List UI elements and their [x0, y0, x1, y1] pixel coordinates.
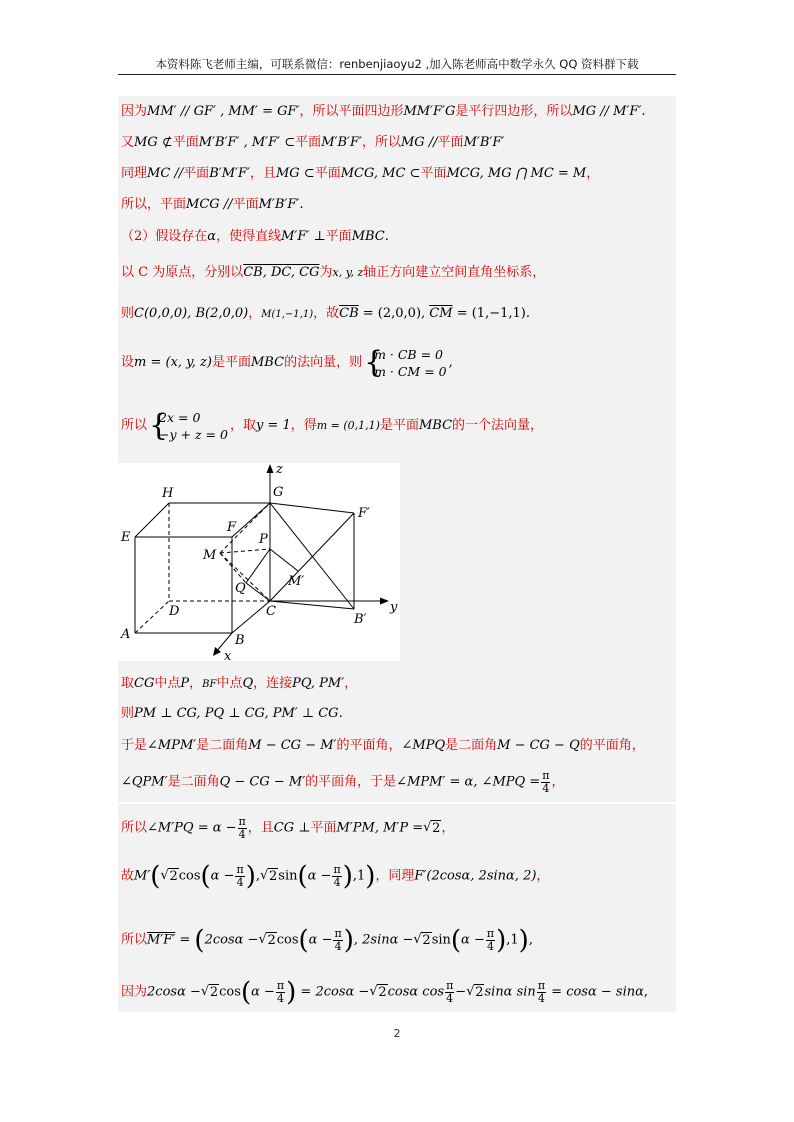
- text: ，取: [229, 418, 256, 433]
- math: x, y, z: [332, 266, 364, 279]
- diagonal-GBp: [270, 503, 354, 609]
- math: −: [455, 984, 467, 1000]
- paren: (: [450, 925, 462, 956]
- label-G: G: [273, 485, 284, 500]
- math: MC //: [147, 166, 184, 181]
- fraction-pi-over-4: [486, 928, 495, 953]
- sqrt-2: [258, 933, 276, 949]
- text: ，: [189, 676, 203, 691]
- geometry-figure: [118, 463, 400, 661]
- line-Mp-coordinates: 故M′( √ 2cos(α − $\frac{\pi}{4}$ ), √ 2sin(α − $\frac{\pi}{4}$ ),1)，同理F′(2cosα, 2sinα, 2)，: [121, 864, 549, 889]
- text: ，故: [313, 306, 340, 321]
- text: 同理: [121, 166, 148, 181]
- line-normal-vector-setup: [121, 346, 453, 380]
- math: PQ, PM′: [292, 676, 345, 691]
- fraction-denominator: 4: [486, 940, 494, 953]
- label-D: D: [169, 604, 180, 619]
- text: ，得: [290, 418, 317, 433]
- text: 轴正方向建立空间直角坐标系，: [363, 265, 546, 280]
- segment-PQ: [246, 549, 270, 583]
- label-F: F: [227, 520, 237, 535]
- equation-row: −y + z = 0: [159, 427, 228, 442]
- paren: (: [150, 861, 161, 892]
- math: α −: [461, 932, 485, 948]
- equation-system: { 2x = 0 −y + z = 0: [149, 408, 228, 443]
- math: ,: [528, 932, 533, 948]
- math: 2cosα −: [204, 932, 259, 948]
- line-part2-assumption: [121, 229, 389, 245]
- text: 是二面角: [196, 738, 249, 753]
- sqrt-radicand: 2: [432, 820, 441, 836]
- math: CG: [134, 676, 155, 691]
- fraction-numerator: π: [333, 863, 341, 876]
- text: 的法向量，则: [284, 355, 363, 370]
- text: 中点: [216, 676, 243, 691]
- math: $\overline{CB}$: [339, 306, 359, 321]
- fraction-pi-over-4: [445, 980, 454, 1005]
- math: y = 1: [255, 418, 291, 433]
- sqrt-radicand: 2: [422, 932, 431, 948]
- math: .: [338, 706, 343, 721]
- math: .: [384, 229, 389, 244]
- text: ，: [551, 774, 565, 790]
- sqrt-radicand: 2: [378, 984, 387, 1000]
- line-parallelogram: [121, 104, 646, 120]
- math: CG ⊥: [273, 820, 311, 836]
- text: ，所以平面四边形: [299, 104, 404, 119]
- line-MpFp-vector: [121, 925, 533, 956]
- text: 平面: [183, 166, 210, 181]
- math: MBC: [251, 355, 285, 370]
- line-coordinate-system: [121, 265, 545, 281]
- math: m = (x, y, z): [134, 355, 212, 370]
- sqrt-radicand: 2: [169, 868, 178, 884]
- math: PM ⊥ CG, PQ ⊥ CG, PM′ ⊥ CG: [134, 706, 339, 721]
- z-arrow: [267, 464, 274, 473]
- paren: (: [298, 925, 309, 956]
- math: M − CG − Q: [497, 738, 580, 753]
- sqrt-2: [201, 985, 219, 1001]
- label-x: x: [224, 649, 232, 661]
- cube-rotation-diagram: [118, 463, 400, 661]
- paren: ): [245, 861, 256, 892]
- math: ,1: [352, 868, 366, 884]
- math: α −: [308, 932, 333, 948]
- math: M − CG − M′: [248, 738, 337, 753]
- label-P: P: [259, 532, 268, 547]
- text: 是平面: [211, 355, 251, 370]
- line-angle-MpPQ: [121, 816, 454, 841]
- sqrt-2: [369, 985, 387, 1001]
- text: 于是: [121, 738, 148, 753]
- text: 的一个法向量，: [452, 418, 544, 433]
- page-number: 2: [393, 1027, 401, 1040]
- math: M′PM, M′P =: [336, 820, 424, 836]
- header-rule: [118, 74, 676, 75]
- paren: (: [297, 861, 308, 892]
- equation-row: m · CM = 0: [374, 364, 447, 379]
- y-arrow: [380, 598, 389, 605]
- paren: ): [286, 977, 297, 1008]
- math: MG //: [400, 135, 438, 150]
- fraction-denominator: 4: [446, 992, 454, 1005]
- label-z: z: [276, 463, 283, 477]
- text: 所以，平面: [121, 197, 187, 212]
- fraction-pi-over-4: [235, 864, 244, 889]
- math: MCG, MG ⋂ MC = M: [446, 166, 587, 181]
- line-planes-parallel: [121, 197, 303, 213]
- text: 是二面角: [445, 738, 498, 753]
- label-C: C: [266, 604, 276, 619]
- sqrt-radicand: 2: [209, 984, 219, 1000]
- label-Fp: F′: [358, 506, 370, 521]
- segment-PMp: [270, 549, 298, 571]
- segment-QC: [246, 583, 270, 601]
- fraction-pi-over-4: [276, 980, 285, 1005]
- edge-CBp: [270, 601, 354, 609]
- label-E: E: [121, 530, 131, 545]
- fraction-numerator: π: [537, 979, 546, 992]
- paren: ): [496, 925, 507, 956]
- edge-GFp: [270, 503, 354, 513]
- fraction-denominator: 4: [277, 992, 285, 1005]
- fraction-numerator: π: [238, 815, 246, 828]
- label-Q: Q: [235, 581, 246, 596]
- edge-AD: [135, 601, 169, 633]
- math: M′B′F′ , M′F′ ⊂: [198, 135, 296, 150]
- line-dihedral-angles-2: [121, 770, 564, 795]
- text: 设: [121, 355, 135, 370]
- paren: ): [342, 861, 353, 892]
- fraction-pi-over-4: [333, 928, 342, 953]
- label-Bp: B′: [354, 612, 367, 627]
- math: M′F′ ⊥: [281, 229, 326, 244]
- math: .: [525, 306, 530, 321]
- math: ∠M′PQ = α −: [147, 820, 237, 836]
- math: M′: [134, 868, 151, 884]
- text: 取: [121, 676, 135, 691]
- math: ∠MPM′: [147, 738, 197, 753]
- math: M′B′F′: [463, 135, 505, 150]
- text: 又: [121, 135, 135, 150]
- sqrt-2: [466, 985, 484, 1001]
- fraction-denominator: 4: [537, 992, 545, 1005]
- text: 因为: [121, 984, 148, 1000]
- paren: (: [200, 861, 211, 892]
- line-dihedral-angles-1: [121, 738, 645, 754]
- page-header: 本资料陈飞老师主编，可联系微信：renbenjiaoyu2 ,加入陈老师高中数学永久 QQ 资料群下载: [155, 57, 639, 71]
- sqrt-2: [160, 869, 178, 885]
- paren: (: [240, 977, 252, 1008]
- math: cos: [219, 984, 241, 1000]
- text: ，: [586, 166, 600, 181]
- text: 平面: [420, 166, 447, 181]
- math: MG // M′F′: [572, 104, 642, 119]
- edge-BC: [232, 601, 270, 633]
- equation-system: { m · CB = 0 m · CM = 0: [364, 345, 447, 380]
- math: MG ⊂: [275, 166, 315, 181]
- math: α −: [307, 868, 332, 884]
- math: 2cosα −: [147, 984, 201, 1000]
- label-H: H: [162, 486, 174, 501]
- math: M′F′: [147, 932, 176, 948]
- fraction-denominator: 4: [238, 828, 246, 841]
- math: C(0,0,0), B(2,0,0): [134, 306, 249, 321]
- math: ,: [643, 984, 649, 1000]
- segment-MP: [220, 549, 270, 553]
- line-mc-parallel-plane: [121, 166, 599, 182]
- math: ∠MPM′ = α, ∠MPQ =: [396, 774, 541, 790]
- math: MCG, MC ⊂: [340, 166, 421, 181]
- text: ，: [344, 676, 358, 691]
- fraction-pi-over-4: [537, 980, 546, 1005]
- text: ，: [248, 306, 262, 321]
- math: = 2cosα −: [296, 984, 370, 1000]
- paren: ): [518, 925, 529, 956]
- text: 因为: [121, 104, 148, 119]
- paren: ): [365, 861, 376, 892]
- math: ,: [448, 355, 453, 370]
- math: F′(2cosα, 2sinα, 2): [414, 868, 537, 884]
- text: 是平面: [379, 418, 419, 433]
- math: B′M′F′: [209, 166, 250, 181]
- math: = cosα − sinα: [547, 984, 644, 1000]
- math: m = (0,1,1): [316, 419, 380, 432]
- text: 平面: [232, 197, 259, 212]
- math: cos: [276, 932, 299, 948]
- text: 中点: [154, 676, 181, 691]
- equation-row: m · CB = 0: [374, 347, 443, 362]
- fraction-numerator: π: [236, 863, 244, 876]
- math: CB, DC, CG: [243, 265, 320, 280]
- text: 则: [121, 706, 135, 721]
- math: sinα sin: [484, 984, 536, 1000]
- math: P: [180, 676, 190, 691]
- math: MG ⊄: [134, 135, 173, 150]
- text: ，: [441, 820, 455, 836]
- text: 平面: [437, 135, 464, 150]
- text: ，且: [247, 820, 274, 836]
- text: 平面: [310, 820, 337, 836]
- fraction-pi-over-4: [541, 770, 550, 795]
- label-B: B: [235, 633, 245, 648]
- label-y: y: [390, 600, 398, 615]
- math: ∠MPQ: [401, 738, 446, 753]
- math: , 2sinα −: [353, 932, 414, 948]
- line-coordinates: [121, 306, 530, 323]
- math: =: [175, 932, 195, 948]
- fraction-pi-over-4: [238, 816, 247, 841]
- text: 是二面角: [167, 774, 220, 790]
- fraction-numerator: π: [486, 927, 495, 940]
- math: MCG //: [186, 197, 233, 212]
- math: Q − CG − M′: [219, 774, 306, 790]
- fraction-denominator: 4: [333, 876, 341, 889]
- math: M′B′F′: [258, 197, 300, 212]
- math: α: [207, 229, 217, 244]
- fraction-numerator: π: [446, 979, 454, 992]
- label-M: M: [203, 548, 217, 563]
- text: ，所以: [361, 135, 401, 150]
- line-midpoints: [121, 676, 357, 693]
- line-perpendiculars: [121, 706, 343, 722]
- label-Mp: M′: [288, 574, 305, 589]
- text: 的平面角，于是: [305, 774, 397, 790]
- text: 是平行四边形，所以: [455, 104, 573, 119]
- math: ,1: [506, 932, 519, 948]
- text: 以 C 为原点，分别以: [121, 265, 244, 280]
- text: 的平面角，: [336, 738, 402, 753]
- sqrt-radicand: 2: [269, 868, 278, 884]
- fraction-denominator: 4: [236, 876, 244, 889]
- line-normal-vector-result: [121, 409, 543, 443]
- math: α −: [210, 868, 235, 884]
- text: ，: [536, 868, 550, 884]
- text: 所以: [121, 932, 148, 948]
- math: M′B′F′: [321, 135, 362, 150]
- text: ，且: [249, 166, 276, 181]
- sqrt-2: [413, 933, 431, 949]
- math: BF: [202, 679, 217, 690]
- equation-row: 2x = 0: [159, 410, 201, 425]
- text: 平面: [172, 135, 199, 150]
- math: = (1,−1,1): [452, 306, 526, 321]
- math: cos: [178, 868, 201, 884]
- fraction-numerator: π: [542, 769, 550, 782]
- math: = (2,0,0),: [358, 306, 430, 321]
- math: MBC: [418, 418, 453, 433]
- text: 则: [121, 306, 135, 321]
- math: $\overline{CM}$: [429, 306, 453, 321]
- math: ∠QPM′: [121, 774, 168, 790]
- sqrt-radicand: 2: [267, 932, 276, 948]
- text: 的平面角，: [579, 738, 645, 753]
- math: MBC: [351, 229, 385, 244]
- text: 平面: [295, 135, 322, 150]
- text: 为: [319, 265, 333, 280]
- text: 所以: [121, 820, 148, 836]
- text: 平面: [314, 166, 341, 181]
- sqrt-2: [260, 869, 278, 885]
- math: Q: [242, 676, 254, 691]
- fraction-denominator: 4: [542, 782, 550, 795]
- sqrt-2: [423, 821, 441, 837]
- math: sin: [431, 932, 451, 948]
- text: 所以: [121, 418, 148, 433]
- text: 平面: [325, 229, 352, 244]
- math: .: [641, 104, 646, 119]
- text: ，连接: [253, 676, 293, 691]
- diagonal-CFp: [270, 513, 354, 601]
- paren: (: [194, 925, 205, 956]
- math: MM′F′G: [403, 104, 456, 119]
- paren: ): [343, 925, 354, 956]
- math: M(1,−1,1): [261, 309, 314, 320]
- segment-MQ: [220, 553, 246, 583]
- fraction-numerator: π: [334, 927, 342, 940]
- fraction-pi-over-4: [332, 864, 341, 889]
- line-component-simplification: [121, 977, 649, 1008]
- fraction-denominator: 4: [334, 940, 342, 953]
- sqrt-radicand: 2: [475, 984, 484, 1000]
- edge-EH: [135, 503, 169, 537]
- x-arrow: [213, 647, 221, 656]
- text: 故: [121, 868, 135, 884]
- fraction-numerator: π: [276, 979, 285, 992]
- text: ，同理: [375, 868, 415, 884]
- label-A: A: [121, 627, 131, 642]
- line-mg-parallel-plane: [121, 135, 504, 151]
- math: MM′ // GF′ , MM′ = GF′: [147, 104, 300, 119]
- text: ，使得直线: [216, 229, 282, 244]
- math: α −: [251, 984, 275, 1000]
- text: （2）假设存在: [121, 229, 208, 244]
- math: .: [299, 197, 304, 212]
- math: cosα cos: [387, 984, 445, 1000]
- math: sin: [278, 868, 298, 884]
